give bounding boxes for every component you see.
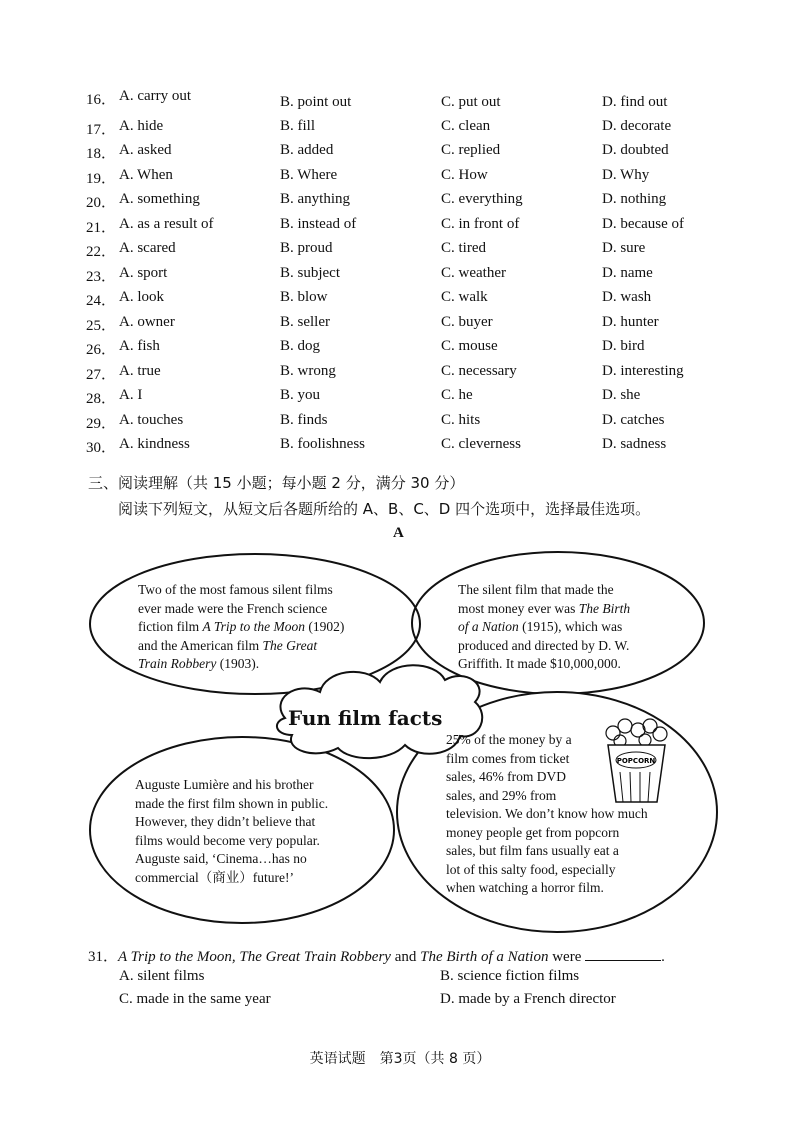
option-a[interactable]: A. something: [119, 191, 200, 207]
option-d[interactable]: D. interesting: [602, 363, 684, 379]
section-instructions: 阅读下列短文，从短文后各题所给的 A、B、C、D 四个选项中，选择最佳选项。: [118, 500, 651, 518]
bubble-text-segment: commercial（商业）future!’: [135, 869, 294, 885]
bubble-line: [135, 795, 328, 814]
cloze-question-row: [86, 88, 726, 112]
bubble-text-segment: money people get from popcorn: [446, 824, 620, 840]
option-c[interactable]: C. necessary: [441, 363, 517, 379]
option-d[interactable]: D. nothing: [602, 191, 667, 207]
option-b[interactable]: B. blow: [280, 289, 328, 305]
bubble-money-facts: [446, 731, 648, 898]
option-a[interactable]: A. scared: [119, 240, 176, 256]
q31-option-d[interactable]: D. made by a French director: [440, 991, 616, 1007]
question-number: 18．: [86, 146, 117, 162]
bubble-text-segment: The Birth: [578, 600, 631, 616]
option-d[interactable]: D. because of: [602, 216, 685, 232]
question-number: 25．: [86, 318, 117, 334]
option-d[interactable]: D. she: [602, 387, 641, 403]
question-number: 19．: [86, 171, 117, 187]
option-a[interactable]: A. true: [119, 363, 161, 379]
option-d[interactable]: D. Why: [602, 167, 650, 183]
bubble-line: [135, 776, 328, 795]
option-c[interactable]: C. he: [441, 387, 473, 403]
cloze-question-row: [86, 142, 726, 166]
bubble-text-segment: Two of the most famous silent films: [138, 582, 333, 597]
cloze-question-row: [86, 216, 726, 240]
option-d[interactable]: D. doubted: [602, 142, 669, 158]
question-number: 27．: [86, 367, 117, 383]
question-number: 16．: [86, 92, 117, 108]
section-title: 三、阅读理解（共 15 小题；每小题 2 分，满分 30 分）: [88, 474, 465, 492]
option-c[interactable]: C. clean: [441, 118, 491, 134]
question-number: 20．: [86, 195, 117, 211]
cloze-question-row: [86, 436, 726, 460]
bubble-text-segment: Train Robbery: [138, 656, 217, 671]
bubble-text-segment: sales, 46% from DVD: [446, 769, 566, 784]
question-number: 23．: [86, 269, 117, 285]
bubble-lumiere: [135, 776, 328, 887]
cloze-question-row: [86, 167, 726, 191]
option-d[interactable]: D. decorate: [602, 118, 672, 134]
option-a[interactable]: A. When: [119, 167, 173, 183]
bubble-text-segment: most money ever was: [458, 600, 579, 616]
bubble-text-segment: ever made were the French science: [138, 600, 328, 616]
popcorn-label: POPCORN: [616, 757, 656, 765]
bubble-line: [446, 824, 648, 843]
bubble-text-segment: lot of this salty food, especially: [446, 861, 616, 877]
bubble-text-segment: (1902): [305, 619, 345, 634]
option-d[interactable]: D. find out: [602, 94, 668, 110]
cloze-question-row: [86, 314, 726, 338]
option-b[interactable]: B. wrong: [280, 363, 336, 379]
question-number: 24．: [86, 293, 117, 309]
bubble-text-segment: 25% of the money by a: [446, 732, 572, 747]
page-footer: 英语试题 第3页（共 8 页）: [309, 1051, 491, 1067]
bubble-line: [458, 600, 630, 619]
cloze-question-row: [86, 118, 726, 142]
bubble-text-segment: of a Nation: [458, 619, 519, 634]
cloze-question-row: [86, 240, 726, 264]
bubble-text-segment: produced and directed by D. W.: [458, 637, 630, 653]
option-a[interactable]: A. I: [119, 387, 143, 403]
bubble-text-segment: sales, and 29% from: [446, 787, 557, 803]
bubble-line: [458, 655, 630, 674]
option-c[interactable]: C. in front of: [441, 216, 520, 232]
bubble-text-segment: films would become very popular.: [135, 832, 320, 848]
option-b[interactable]: B. point out: [280, 94, 352, 110]
cloze-question-row: [86, 265, 726, 289]
option-a[interactable]: A. sport: [119, 265, 168, 281]
bubble-line: [446, 861, 648, 880]
bubble-text-segment: However, they didn’t believe that: [135, 814, 316, 829]
cloze-question-row: [86, 191, 726, 215]
cloze-question-row: [86, 412, 726, 436]
bubble-line: [135, 850, 328, 869]
question-number: 26．: [86, 342, 117, 358]
q31-option-c[interactable]: C. made in the same year: [119, 991, 271, 1007]
option-a[interactable]: A. fish: [119, 338, 160, 354]
option-a[interactable]: A. kindness: [119, 436, 190, 452]
cloze-question-row: [86, 338, 726, 362]
option-c[interactable]: C. replied: [441, 142, 501, 158]
bubble-text-segment: Griffith. It made $10,000,000.: [458, 656, 621, 671]
option-a[interactable]: A. as a result of: [119, 216, 214, 232]
bubble-text-segment: sales, but film fans usually eat a: [446, 843, 619, 858]
option-d[interactable]: D. wash: [602, 289, 652, 305]
bubble-line: [138, 637, 344, 656]
option-a[interactable]: A. touches: [119, 412, 184, 428]
bubble-line: [458, 637, 630, 656]
bubble-text-segment: fiction film: [138, 619, 203, 634]
option-c[interactable]: C. How: [441, 167, 488, 183]
option-c[interactable]: C. mouse: [441, 338, 498, 354]
option-b[interactable]: B. foolishness: [280, 436, 366, 452]
cloze-question-row: [86, 363, 726, 387]
option-b[interactable]: B. anything: [280, 191, 350, 207]
cloze-question-row: [86, 289, 726, 313]
option-d[interactable]: D. bird: [602, 338, 645, 354]
option-d[interactable]: D. sure: [602, 240, 646, 256]
bubble-line: [446, 805, 648, 824]
bubble-line: [138, 618, 344, 637]
q31-option-a[interactable]: A. silent films: [119, 968, 205, 984]
bubble-line: [446, 879, 648, 898]
option-b[interactable]: B. subject: [280, 265, 340, 281]
bubble-line: [135, 813, 328, 832]
bubble-text-segment: when watching a horror film.: [446, 880, 604, 895]
option-d[interactable]: D. hunter: [602, 314, 659, 330]
option-c[interactable]: C. buyer: [441, 314, 493, 330]
option-b[interactable]: B. proud: [280, 240, 333, 256]
q31-stem-title1: A Trip to the Moon, The Great Train Robbery: [118, 949, 391, 965]
option-b[interactable]: B. fill: [280, 118, 316, 134]
option-b[interactable]: B. Where: [280, 167, 338, 183]
option-d[interactable]: D. sadness: [602, 436, 667, 452]
question-number: 31．: [88, 949, 119, 965]
option-a[interactable]: A. owner: [119, 314, 175, 330]
bubble-line: [446, 750, 648, 769]
bubble-line: [446, 731, 648, 750]
option-b[interactable]: B. you: [280, 387, 321, 403]
option-b[interactable]: B. added: [280, 142, 334, 158]
option-c[interactable]: C. everything: [441, 191, 523, 207]
bubble-line: [458, 618, 630, 637]
answer-blank[interactable]: [585, 946, 661, 961]
q31-stem-title2: The Birth of a Nation: [420, 949, 549, 965]
bubble-line: [446, 787, 648, 806]
bubble-text-segment: film comes from ticket: [446, 750, 570, 766]
bubble-birth-of-a-nation: [458, 581, 630, 674]
bubble-silent-films: [138, 581, 344, 674]
passage-label: A: [393, 525, 404, 541]
bubble-line: [138, 655, 344, 674]
q31-option-b[interactable]: B. science fiction films: [440, 968, 580, 984]
bubble-line: [135, 869, 328, 888]
option-a[interactable]: A. carry out: [119, 88, 192, 104]
diagram-title: Fun film facts: [288, 706, 443, 730]
option-c[interactable]: C. walk: [441, 289, 488, 305]
option-d[interactable]: D. name: [602, 265, 653, 281]
question-31: 31．A Trip to the Moon, The Great Train Robbery and The Birth of a Nation were .: [88, 945, 728, 966]
bubble-text-segment: television. We don’t know how much: [446, 806, 648, 821]
bubble-line: [138, 600, 344, 619]
question-number: 30．: [86, 440, 117, 456]
bubble-text-segment: (1903).: [216, 656, 260, 671]
bubble-line: [135, 832, 328, 851]
option-b[interactable]: B. dog: [280, 338, 321, 354]
bubble-text-segment: and the American film: [138, 637, 263, 653]
option-a[interactable]: A. look: [119, 289, 164, 305]
bubble-line: [446, 768, 648, 787]
question-number: 29．: [86, 416, 117, 432]
option-c[interactable]: C. tired: [441, 240, 486, 256]
bubble-text-segment: The silent film that made the: [458, 582, 614, 597]
bubble-line: [138, 581, 344, 600]
option-d[interactable]: D. catches: [602, 412, 665, 428]
bubble-text-segment: made the first film shown in public.: [135, 795, 329, 811]
bubble-line: [446, 842, 648, 861]
option-c[interactable]: C. cleverness: [441, 436, 521, 452]
option-a[interactable]: A. hide: [119, 118, 164, 134]
bubble-text-segment: The Great: [262, 637, 318, 653]
question-number: 17．: [86, 122, 117, 138]
question-number: 28．: [86, 391, 117, 407]
option-b[interactable]: B. seller: [280, 314, 330, 330]
bubble-line: [458, 581, 630, 600]
option-b[interactable]: B. instead of: [280, 216, 357, 232]
option-c[interactable]: C. weather: [441, 265, 506, 281]
option-c[interactable]: C. put out: [441, 94, 501, 110]
bubble-text-segment: Auguste Lumière and his brother: [135, 777, 314, 792]
question-number: 22．: [86, 244, 117, 260]
option-a[interactable]: A. asked: [119, 142, 172, 158]
cloze-question-row: [86, 387, 726, 411]
question-number: 21．: [86, 220, 117, 236]
bubble-text-segment: A Trip to the Moon: [202, 619, 306, 634]
option-c[interactable]: C. hits: [441, 412, 481, 428]
bubble-text-segment: (1915), which was: [518, 619, 623, 634]
option-b[interactable]: B. finds: [280, 412, 328, 428]
bubble-text-segment: Auguste said, ‘Cinema…has no: [135, 851, 307, 866]
